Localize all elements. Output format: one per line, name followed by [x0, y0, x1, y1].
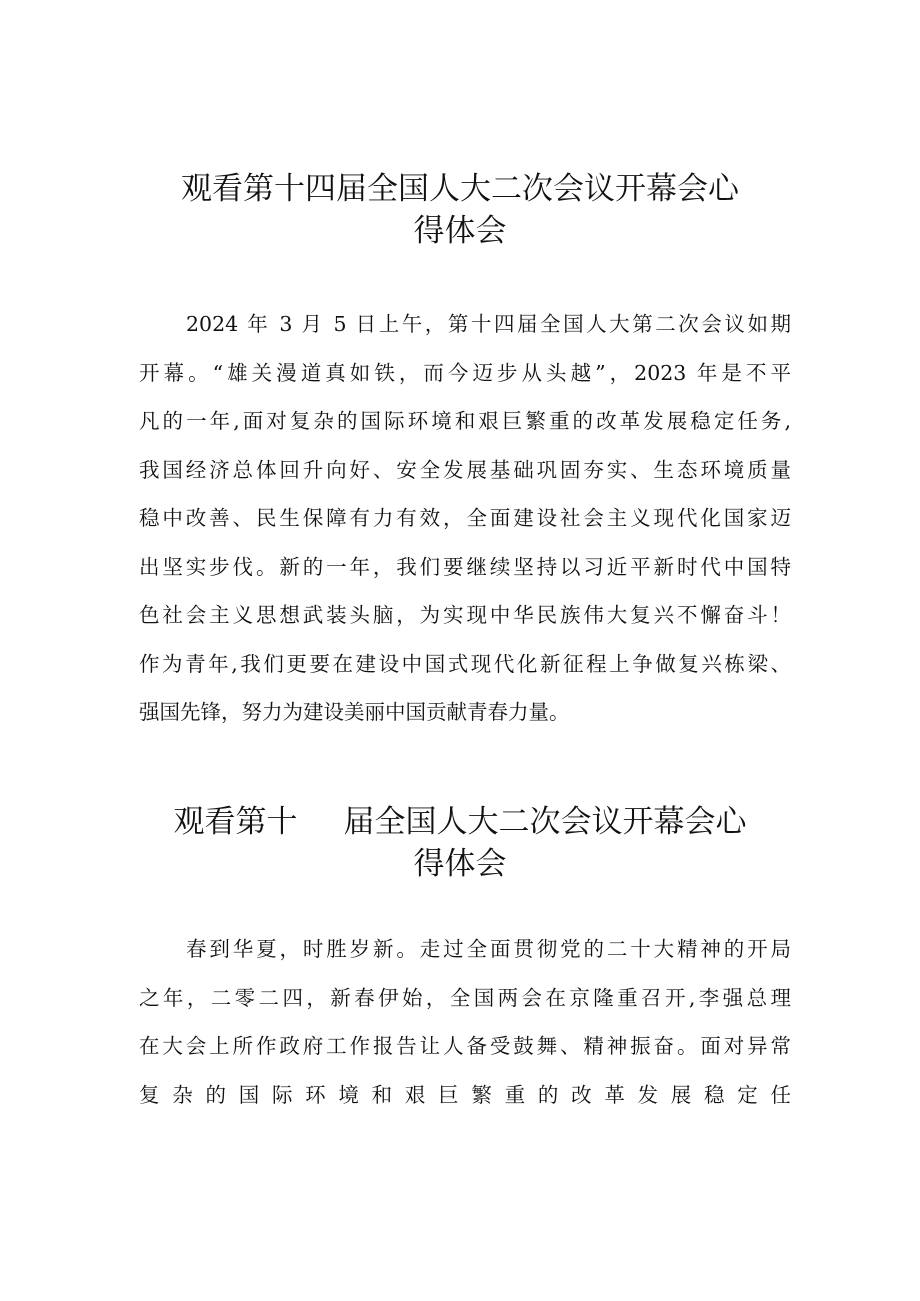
article-1-title-line-2: 得体会 — [413, 213, 507, 249]
article-1-body-line: 凡的一年,面对复杂的国际环境和艰巨繁重的改革发展稳定任务, — [139, 409, 791, 433]
article-2-title-line-2: 得体会 — [413, 846, 507, 882]
article-2-body-line: 在大会上所作政府工作报告让人备受鼓舞、精神振奋。面对异常 — [139, 1034, 791, 1058]
article-2-title-part-b: 届全国人大二次会议开幕会心 — [343, 804, 747, 840]
article-2-title-part-a: 观看第十 — [173, 804, 298, 840]
article-1-body-line: 开幕。“雄关漫道真如铁，而今迈步从头越”，2023 年是不平 — [139, 360, 791, 385]
article-1-body-line: 2024 年 3 月 5 日上午，第十四届全国人大第二次会议如期 — [186, 312, 791, 336]
article-1-body — [139, 300, 791, 737]
article-1-body-line: 我国经济总体回升向好、安全发展基础巩固夯实、生态环境质量 — [139, 457, 791, 482]
article-2-body-line: 复杂的国际环境和艰巨繁重的改革发展稳定任 — [139, 1082, 791, 1107]
article-1-title — [130, 168, 790, 252]
article-1-body-line: 强国先锋，努力为建设美丽中国贡献青春力量。 — [139, 700, 570, 724]
article-1-body-line: 出坚实步伐。新的一年，我们要继续坚持以习近平新时代中国特 — [139, 554, 791, 579]
article-1-title-line-1: 观看第十四届全国人大二次会议开幕会心 — [181, 171, 739, 207]
article-2-title — [130, 801, 790, 885]
article-2-body-line: 春到华夏，时胜岁新。走过全面贯彻党的二十大精神的开局 — [186, 937, 791, 961]
article-1-body-line: 色社会主义思想武装头脑，为实现中华民族伟大复兴不懈奋斗！ — [139, 603, 791, 627]
article-2-body — [139, 925, 791, 1119]
article-2-title-line-1 — [130, 801, 790, 843]
article-1-body-line: 作为青年,我们更要在建设中国式现代化新征程上争做复兴栋梁、 — [139, 651, 791, 676]
article-1-body-line: 稳中改善、民生保障有力有效，全面建设社会主义现代化国家迈 — [139, 506, 791, 530]
article-2-body-line: 之年，二零二四，新春伊始，全国两会在京隆重召开,李强总理 — [139, 985, 791, 1010]
